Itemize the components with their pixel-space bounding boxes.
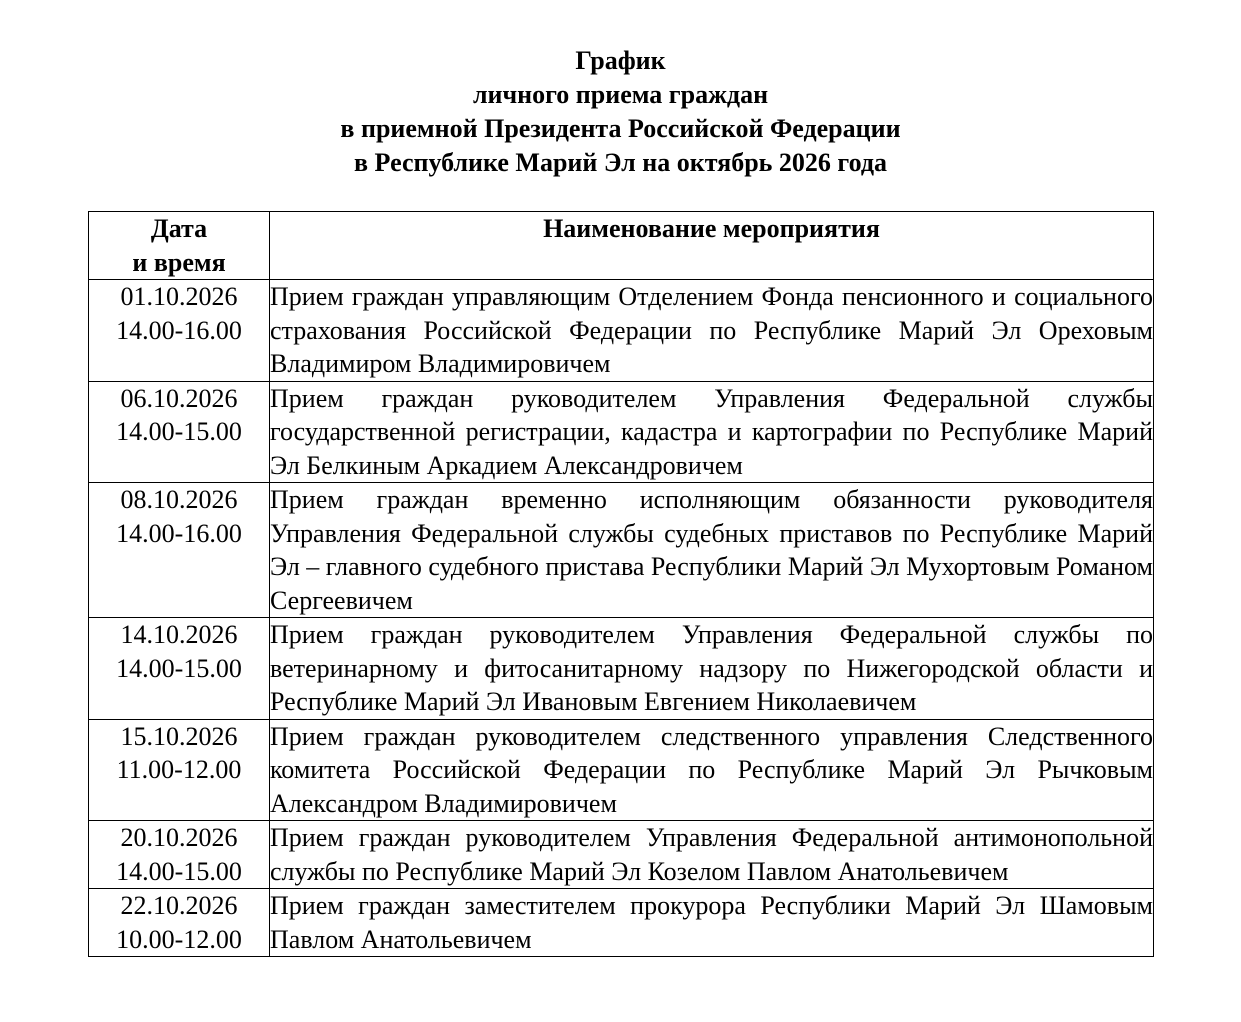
date-cell	[89, 821, 270, 889]
event-cell: Прием граждан руководителем следственного управления Следственного комитета Российской Федерации по Республике Марий Эл Рычковым Александром Владимировичем	[270, 719, 1154, 821]
date-cell	[89, 381, 270, 483]
row-date: 20.10.2026	[120, 823, 238, 852]
row-time: 14.00-15.00	[116, 856, 242, 886]
row-date: 06.10.2026	[120, 383, 238, 413]
row-time: 11.00-12.00	[116, 755, 242, 784]
date-cell	[89, 483, 270, 618]
title-line-4: в Республике Марий Эл на октябрь 2026 года	[354, 148, 887, 177]
date-cell	[89, 889, 270, 957]
title-line-3: в приемной Президента Российской Федерации	[340, 114, 901, 143]
event-cell: Прием граждан руководителем Управления Федеральной службы государственной регистрации, кадастра и картографии по Республике Марий Эл Белкиным Аркадием Александровичем	[270, 381, 1154, 483]
table-row	[89, 719, 1154, 821]
row-time: 14.00-15.00	[116, 653, 242, 683]
table-header-row	[89, 212, 1154, 280]
event-cell: Прием граждан управляющим Отделением Фонда пенсионного и социального страхования Российской Федерации по Республике Марий Эл Ореховым Владимиром Владимировичем	[270, 280, 1154, 382]
event-cell: Прием граждан заместителем прокурора Республики Марий Эл Шамовым Павлом Анатольевичем	[270, 889, 1154, 957]
document-title	[0, 44, 1241, 180]
row-time: 10.00-12.00	[116, 924, 242, 954]
event-cell: Прием граждан руководителем Управления Федеральной службы по ветеринарному и фитосанитарному надзору по Нижегородской области и Республике Марий Эл Ивановым Евгением Николаевичем	[270, 618, 1154, 720]
title-line-2: личного приема граждан	[472, 80, 769, 109]
date-cell	[89, 618, 270, 720]
date-cell	[89, 280, 270, 382]
row-time: 14.00-15.00	[116, 417, 242, 446]
event-cell: Прием граждан временно исполняющим обязанности руководителя Управления Федеральной службы судебных приставов по Республике Марий Эл – главного судебного пристава Республики Марий Эл Мухортовым Романом Сергеевичем	[270, 483, 1154, 618]
schedule-table	[88, 211, 1154, 957]
header-time-label: и время	[132, 247, 226, 277]
event-cell: Прием граждан руководителем Управления Федеральной антимонопольной службы по Республике Марий Эл Козелом Павлом Анатольевичем	[270, 821, 1154, 889]
row-time: 14.00-16.00	[116, 315, 242, 345]
row-date: 15.10.2026	[120, 721, 238, 751]
row-date: 14.10.2026	[120, 620, 238, 649]
table-row	[89, 483, 1154, 618]
row-date: 22.10.2026	[120, 891, 238, 920]
title-line-1: График	[575, 46, 666, 75]
table-row	[89, 280, 1154, 382]
row-date: 01.10.2026	[120, 282, 238, 311]
header-event: Наименование мероприятия	[270, 212, 1154, 280]
header-date-time	[89, 212, 270, 280]
table-row	[89, 381, 1154, 483]
date-cell	[89, 719, 270, 821]
row-date: 08.10.2026	[120, 485, 238, 514]
table-row	[89, 821, 1154, 889]
table-row	[89, 618, 1154, 720]
header-date-label: Дата	[150, 214, 208, 243]
table-row	[89, 889, 1154, 957]
row-time: 14.00-16.00	[116, 518, 242, 548]
